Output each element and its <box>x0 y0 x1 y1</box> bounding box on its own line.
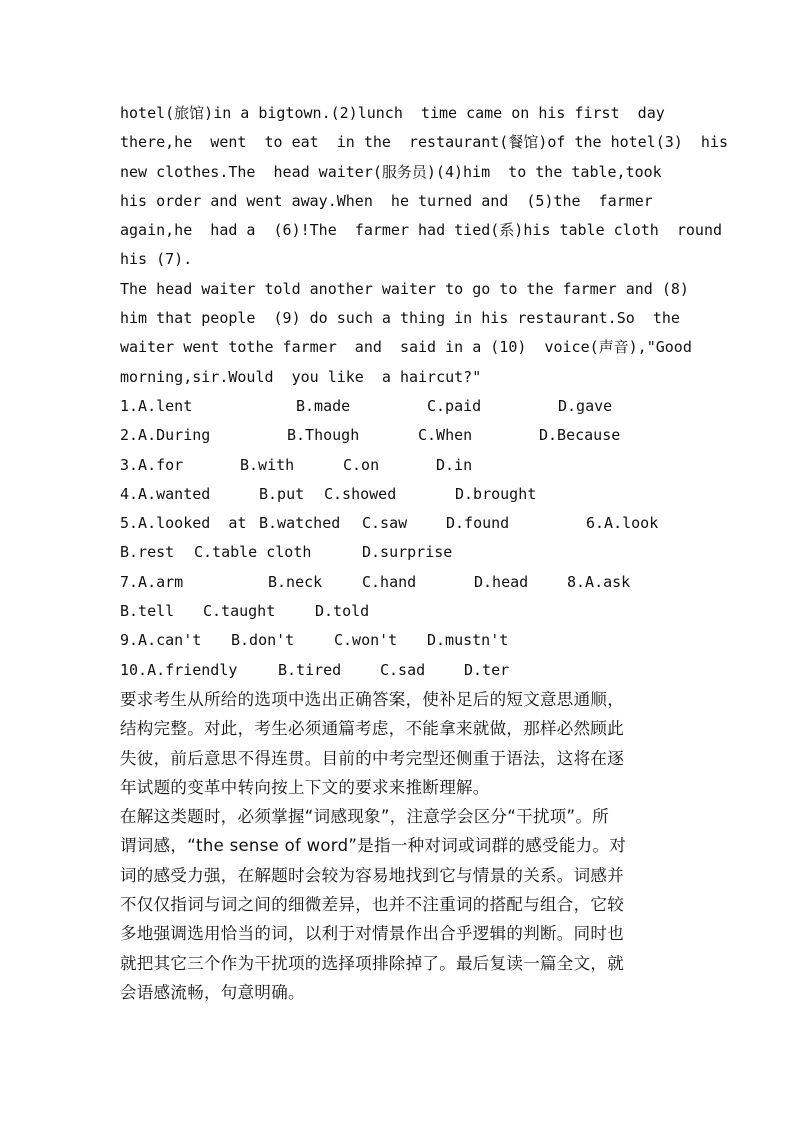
commentary-line: 会语感流畅，句意明确。 <box>120 982 305 1002</box>
choice-option: D.brought <box>455 484 537 503</box>
choice-option: D.in <box>436 455 473 474</box>
document-page <box>120 99 728 1007</box>
choice-option: 8.A.ask <box>567 572 631 591</box>
choice-option: C.When <box>418 426 473 445</box>
choice-option: D.head <box>474 572 529 591</box>
choice-row-1 <box>120 392 720 421</box>
commentary-text <box>120 685 720 1007</box>
choice-option: B.watched <box>259 514 341 533</box>
choice-option: 9.A.can't <box>120 631 202 650</box>
choice-option: 2.A.During <box>120 426 211 445</box>
passage-line: new clothes.The head waiter(服务员)(4)him to the table,took <box>120 162 662 181</box>
cloze-passage <box>120 99 728 392</box>
choice-option: C.hand <box>362 572 417 591</box>
choice-option: D.found <box>446 514 510 533</box>
commentary-line: 词的感受力强，在解题时会较为容易地找到它与情景的关系。词感并 <box>120 865 624 885</box>
passage-line: him that people (9) do such a thing in his restaurant.So the <box>120 309 680 328</box>
choice-option: C.saw <box>362 514 408 533</box>
choice-option: B.tell <box>120 602 175 621</box>
choice-option: C.on <box>343 455 380 474</box>
choice-row-4 <box>120 480 720 509</box>
commentary-line: 结构完整。对此，考生必须通篇考虑，不能拿来就做，那样必然顾此 <box>120 719 624 739</box>
passage-line: hotel(旅馆)in a bigtown.(2)lunch time came on his first day <box>120 104 665 122</box>
choice-option: C.sad <box>380 660 426 679</box>
choice-option: D.mustn't <box>427 631 509 650</box>
choice-option: B.made <box>296 396 351 415</box>
choice-option: 6.A.look <box>586 514 659 533</box>
choice-option: D.gave <box>558 396 613 415</box>
choice-option: B.Though <box>287 426 360 445</box>
choice-option: B.don't <box>231 631 295 650</box>
choice-option: C.table cloth <box>194 543 312 562</box>
passage-line: his (7). <box>120 250 193 269</box>
choice-option: 5.A.looked at <box>120 514 247 533</box>
choice-row-8 <box>120 597 720 626</box>
choice-option: C.paid <box>427 396 482 415</box>
answer-choices <box>120 392 720 685</box>
choice-option: D.Because <box>539 426 621 445</box>
commentary-line: 要求考生从所给的选项中选出正确答案，使补足后的短文意思通顺， <box>120 689 624 709</box>
passage-line: again,he had a (6)!The farmer had tied(系)his table cloth round <box>120 221 722 240</box>
passage-line: his order and went away.When he turned and (5)the farmer <box>120 191 653 210</box>
commentary-line: 在解这类题时，必须掌握“词感现象”，注意学会区分“干扰项”。所 <box>120 807 609 827</box>
commentary-line: 失彼，前后意思不得连贯。目前的中考完型还侧重于语法，这将在逐 <box>120 748 624 768</box>
choice-option: C.won't <box>334 631 398 650</box>
passage-line: morning,sir.Would you like a haircut?" <box>120 367 482 386</box>
commentary-line: 就把其它三个作为干扰项的选择项排除掉了。最后复读一篇全文，就 <box>120 953 624 973</box>
passage-line: there,he went to eat in the restaurant(餐馆)of the hotel(3) his <box>120 133 728 152</box>
choice-option: 7.A.arm <box>120 572 184 591</box>
choice-row-10 <box>120 656 720 685</box>
passage-line: The head waiter told another waiter to go to the farmer and (8) <box>120 279 689 298</box>
choice-row-7 <box>120 568 720 597</box>
choice-option: D.told <box>315 602 370 621</box>
choice-row-3 <box>120 451 720 480</box>
commentary-line: 多地强调选用恰当的词，以利于对情景作出合乎逻辑的判断。同时也 <box>120 924 624 944</box>
passage-line: waiter went tothe farmer and said in a (10) voice(声音),"Good <box>120 338 692 357</box>
choice-option: B.rest <box>120 543 175 562</box>
choice-option: 1.A.lent <box>120 396 193 415</box>
choice-option: 10.A.friendly <box>120 660 238 679</box>
choice-option: D.ter <box>464 660 510 679</box>
choice-option: 3.A.for <box>120 455 184 474</box>
choice-option: B.put <box>259 484 305 503</box>
commentary-line: 谓词感，“the sense of word”是指一种对词或词群的感受能力。对 <box>120 836 627 856</box>
choice-option: D.surprise <box>362 543 453 562</box>
choice-row-9 <box>120 626 720 655</box>
choice-row-6 <box>120 538 720 567</box>
choice-option: B.with <box>240 455 295 474</box>
commentary-line: 年试题的变革中转向按上下文的要求来推断理解。 <box>120 777 490 797</box>
choice-option: 4.A.wanted <box>120 484 211 503</box>
choice-row-5 <box>120 509 720 538</box>
choice-row-2 <box>120 421 720 450</box>
commentary-line: 不仅仅指词与词之间的细微差异，也并不注重词的搭配与组合，它较 <box>120 895 624 915</box>
choice-option: C.taught <box>203 602 276 621</box>
choice-option: B.neck <box>268 572 323 591</box>
choice-option: B.tired <box>278 660 342 679</box>
choice-option: C.showed <box>324 484 397 503</box>
